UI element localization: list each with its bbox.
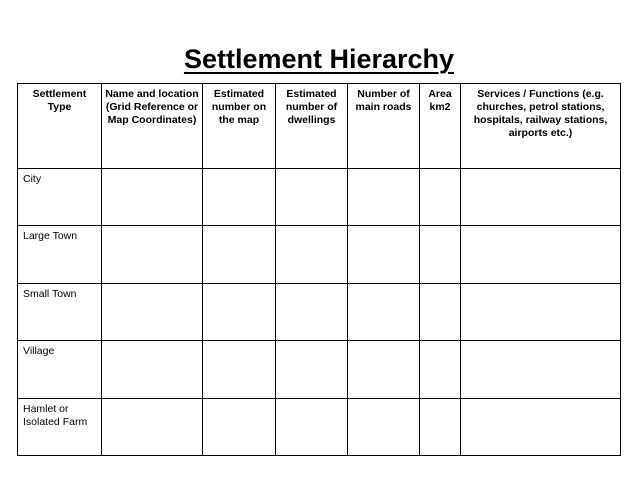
row-label-city: City — [18, 169, 102, 226]
table-cell-empty[interactable] — [420, 169, 461, 226]
page-title-text: Settlement Hierarchy — [183, 44, 455, 74]
table-cell-empty[interactable] — [203, 226, 276, 283]
table-cell-empty[interactable] — [276, 226, 348, 283]
table-cell-empty[interactable] — [102, 283, 203, 340]
table-cell-empty[interactable] — [420, 341, 461, 398]
table-cell-empty[interactable] — [348, 398, 420, 455]
table-cell-empty[interactable] — [461, 341, 621, 398]
column-header-settlement-type: Settlement Type — [18, 84, 102, 169]
table-row — [18, 341, 621, 398]
settlement-hierarchy-table — [17, 83, 621, 456]
table-cell-empty[interactable] — [420, 398, 461, 455]
table-cell-empty[interactable] — [276, 169, 348, 226]
table-row — [18, 283, 621, 340]
table-cell-empty[interactable] — [276, 341, 348, 398]
table-row — [18, 398, 621, 455]
table-row — [18, 169, 621, 226]
row-label-small-town: Small Town — [18, 283, 102, 340]
table-cell-empty[interactable] — [461, 226, 621, 283]
table-cell-empty[interactable] — [276, 398, 348, 455]
table-cell-empty[interactable] — [420, 226, 461, 283]
table-cell-empty[interactable] — [461, 169, 621, 226]
table-cell-empty[interactable] — [348, 226, 420, 283]
page-title — [0, 42, 638, 76]
table-cell-empty[interactable] — [461, 283, 621, 340]
table-cell-empty[interactable] — [102, 341, 203, 398]
table-row — [18, 226, 621, 283]
header-row — [18, 84, 621, 169]
row-label-hamlet: Hamlet or Isolated Farm — [18, 398, 102, 455]
table-cell-empty[interactable] — [461, 398, 621, 455]
column-header-area: Area km2 — [420, 84, 461, 169]
table-cell-empty[interactable] — [203, 283, 276, 340]
table-cell-empty[interactable] — [348, 169, 420, 226]
table-cell-empty[interactable] — [102, 169, 203, 226]
table-cell-empty[interactable] — [203, 341, 276, 398]
table-cell-empty[interactable] — [276, 283, 348, 340]
row-label-village: Village — [18, 341, 102, 398]
column-header-estimated-number: Estimated number on the map — [203, 84, 276, 169]
column-header-name-location: Name and location (Grid Reference or Map Coordinates) — [102, 84, 203, 169]
table-cell-empty[interactable] — [102, 398, 203, 455]
column-header-estimated-dwellings: Estimated number of dwellings — [276, 84, 348, 169]
table-cell-empty[interactable] — [102, 226, 203, 283]
column-header-main-roads: Number of main roads — [348, 84, 420, 169]
row-label-large-town: Large Town — [18, 226, 102, 283]
table-cell-empty[interactable] — [348, 341, 420, 398]
table-cell-empty[interactable] — [348, 283, 420, 340]
table-cell-empty[interactable] — [203, 398, 276, 455]
column-header-services: Services / Functions (e.g. churches, petrol stations, hospitals, railway stations, airports etc.) — [461, 84, 621, 169]
table-cell-empty[interactable] — [203, 169, 276, 226]
table-cell-empty[interactable] — [420, 283, 461, 340]
